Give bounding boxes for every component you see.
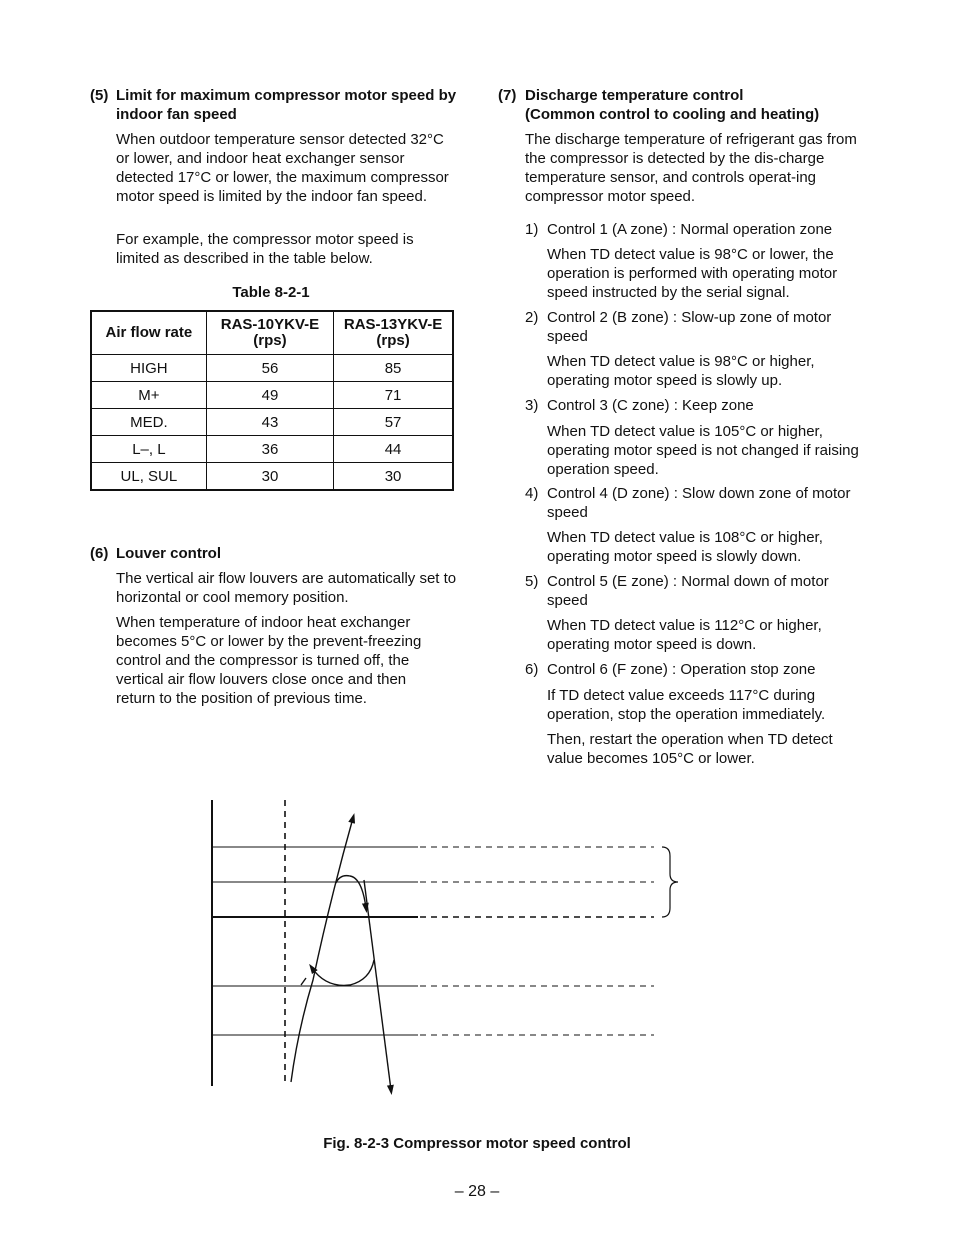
table-cell: 56 bbox=[206, 355, 333, 382]
section-7-paragraph-1: The discharge temperature of refrigerant gas from the compressor is detected by the dis-charge temperature sensor, and controls operat-ing compressor motor speed. bbox=[525, 131, 857, 205]
lower-loop-arrow bbox=[312, 960, 374, 985]
table-row bbox=[91, 409, 453, 436]
section-5-title: Limit for maximum compressor motor speed by indoor fan speed bbox=[116, 87, 457, 123]
control-item-number: 5) bbox=[525, 573, 539, 590]
table-cell: 71 bbox=[334, 382, 453, 409]
table-cell: UL, SUL bbox=[91, 463, 206, 491]
speed-limit-table bbox=[90, 310, 454, 491]
table-header-unit: (rps) bbox=[376, 332, 410, 349]
control-item-description: When TD detect value is 108°C or higher, operating motor speed is slowly down. bbox=[547, 529, 823, 565]
page-number: – 28 – bbox=[454, 1183, 500, 1200]
table-cell: 30 bbox=[334, 463, 453, 491]
control-item-number: 1) bbox=[525, 221, 539, 238]
control-item-description: If TD detect value exceeds 117°C during operation, stop the operation immediately. bbox=[547, 687, 826, 723]
table-row bbox=[91, 355, 453, 382]
table-cell: MED. bbox=[91, 409, 206, 436]
table-cell: 44 bbox=[334, 436, 453, 463]
table-header-row bbox=[91, 311, 453, 355]
control-item-title: Control 4 (D zone) : Slow down zone of motor speed bbox=[547, 485, 851, 521]
section-6-number: (6) bbox=[90, 545, 109, 562]
section-5-number: (5) bbox=[90, 87, 109, 104]
control-item-number: 2) bbox=[525, 309, 539, 326]
table-header-cell bbox=[206, 311, 333, 355]
control-item-description: When TD detect value is 105°C or higher, operating motor speed is not changed if raising operation speed. bbox=[547, 423, 859, 478]
table-cell: M+ bbox=[91, 382, 206, 409]
figure-caption: Fig. 8-2-3 Compressor motor speed control bbox=[323, 1135, 631, 1152]
rising-arrow bbox=[291, 818, 353, 1082]
control-item-title: Control 5 (E zone) : Normal down of motor speed bbox=[547, 573, 829, 609]
control-item-description: When TD detect value is 98°C or lower, the operation is performed with operating motor speed instructed by the serial signal. bbox=[547, 246, 838, 301]
section-5-paragraph-2: For example, the compressor motor speed is limited as described in the table below. bbox=[116, 231, 414, 267]
table-cell: 85 bbox=[334, 355, 453, 382]
table-cell: 57 bbox=[334, 409, 453, 436]
table-cell: 43 bbox=[206, 409, 333, 436]
control-item-description: When TD detect value is 98°C or higher, operating motor speed is slowly up. bbox=[547, 353, 815, 389]
table-row bbox=[91, 463, 453, 491]
section-6-title: Louver control bbox=[116, 545, 222, 562]
section-7-title-line-1: Discharge temperature control bbox=[525, 87, 744, 104]
falling-arrow bbox=[364, 880, 391, 1090]
control-item-title: Control 3 (C zone) : Keep zone bbox=[547, 397, 754, 414]
table-cell: 30 bbox=[206, 463, 333, 491]
section-7-number: (7) bbox=[498, 87, 517, 104]
control-item-description: When TD detect value is 112°C or higher, operating motor speed is down. bbox=[547, 617, 822, 653]
table-header-unit: (rps) bbox=[253, 332, 287, 349]
control-item-number: 4) bbox=[525, 485, 539, 502]
table-cell: L–, L bbox=[91, 436, 206, 463]
arrow-head-left bbox=[301, 978, 306, 985]
section-7-title-line-2: (Common control to cooling and heating) bbox=[525, 106, 820, 123]
compressor-speed-diagram bbox=[0, 790, 954, 1100]
section-6-paragraph-2: When temperature of indoor heat exchanger becomes 5°C or lower by the prevent-freezing control and the compressor is turned off, the vertical air flow louvers close once and then return to the position of previous time. bbox=[116, 614, 422, 707]
control-item-number: 6) bbox=[525, 661, 539, 678]
table-row bbox=[91, 382, 453, 409]
section-5-paragraph-1: When outdoor temperature sensor detected 32°C or lower, and indoor heat exchanger sensor detected 17°C or lower, the maximum compressor motor speed is limited by the indoor fan speed. bbox=[116, 131, 449, 205]
table-cell: HIGH bbox=[91, 355, 206, 382]
table-cell: 49 bbox=[206, 382, 333, 409]
control-item-number: 3) bbox=[525, 397, 539, 414]
table-row bbox=[91, 436, 453, 463]
table-header-cell: Air flow rate bbox=[91, 311, 206, 355]
zone-brace bbox=[662, 847, 678, 917]
table-header-model: RAS-13YKV-E bbox=[343, 316, 443, 333]
upper-loop-arrow bbox=[336, 876, 366, 908]
control-item-title: Control 1 (A zone) : Normal operation zone bbox=[547, 221, 833, 238]
control-item-description: Then, restart the operation when TD detect value becomes 105°C or lower. bbox=[547, 731, 833, 767]
table-header-cell bbox=[334, 311, 453, 355]
control-item-title: Control 6 (F zone) : Operation stop zone bbox=[547, 661, 816, 678]
zone-lines bbox=[212, 847, 654, 1035]
section-6-paragraph-1: The vertical air flow louvers are automatically set to horizontal or cool memory position. bbox=[116, 570, 457, 606]
table-caption: Table 8-2-1 bbox=[232, 284, 310, 301]
table-header-model: RAS-10YKV-E bbox=[220, 316, 320, 333]
control-item-title: Control 2 (B zone) : Slow-up zone of motor speed bbox=[547, 309, 832, 345]
table-cell: 36 bbox=[206, 436, 333, 463]
